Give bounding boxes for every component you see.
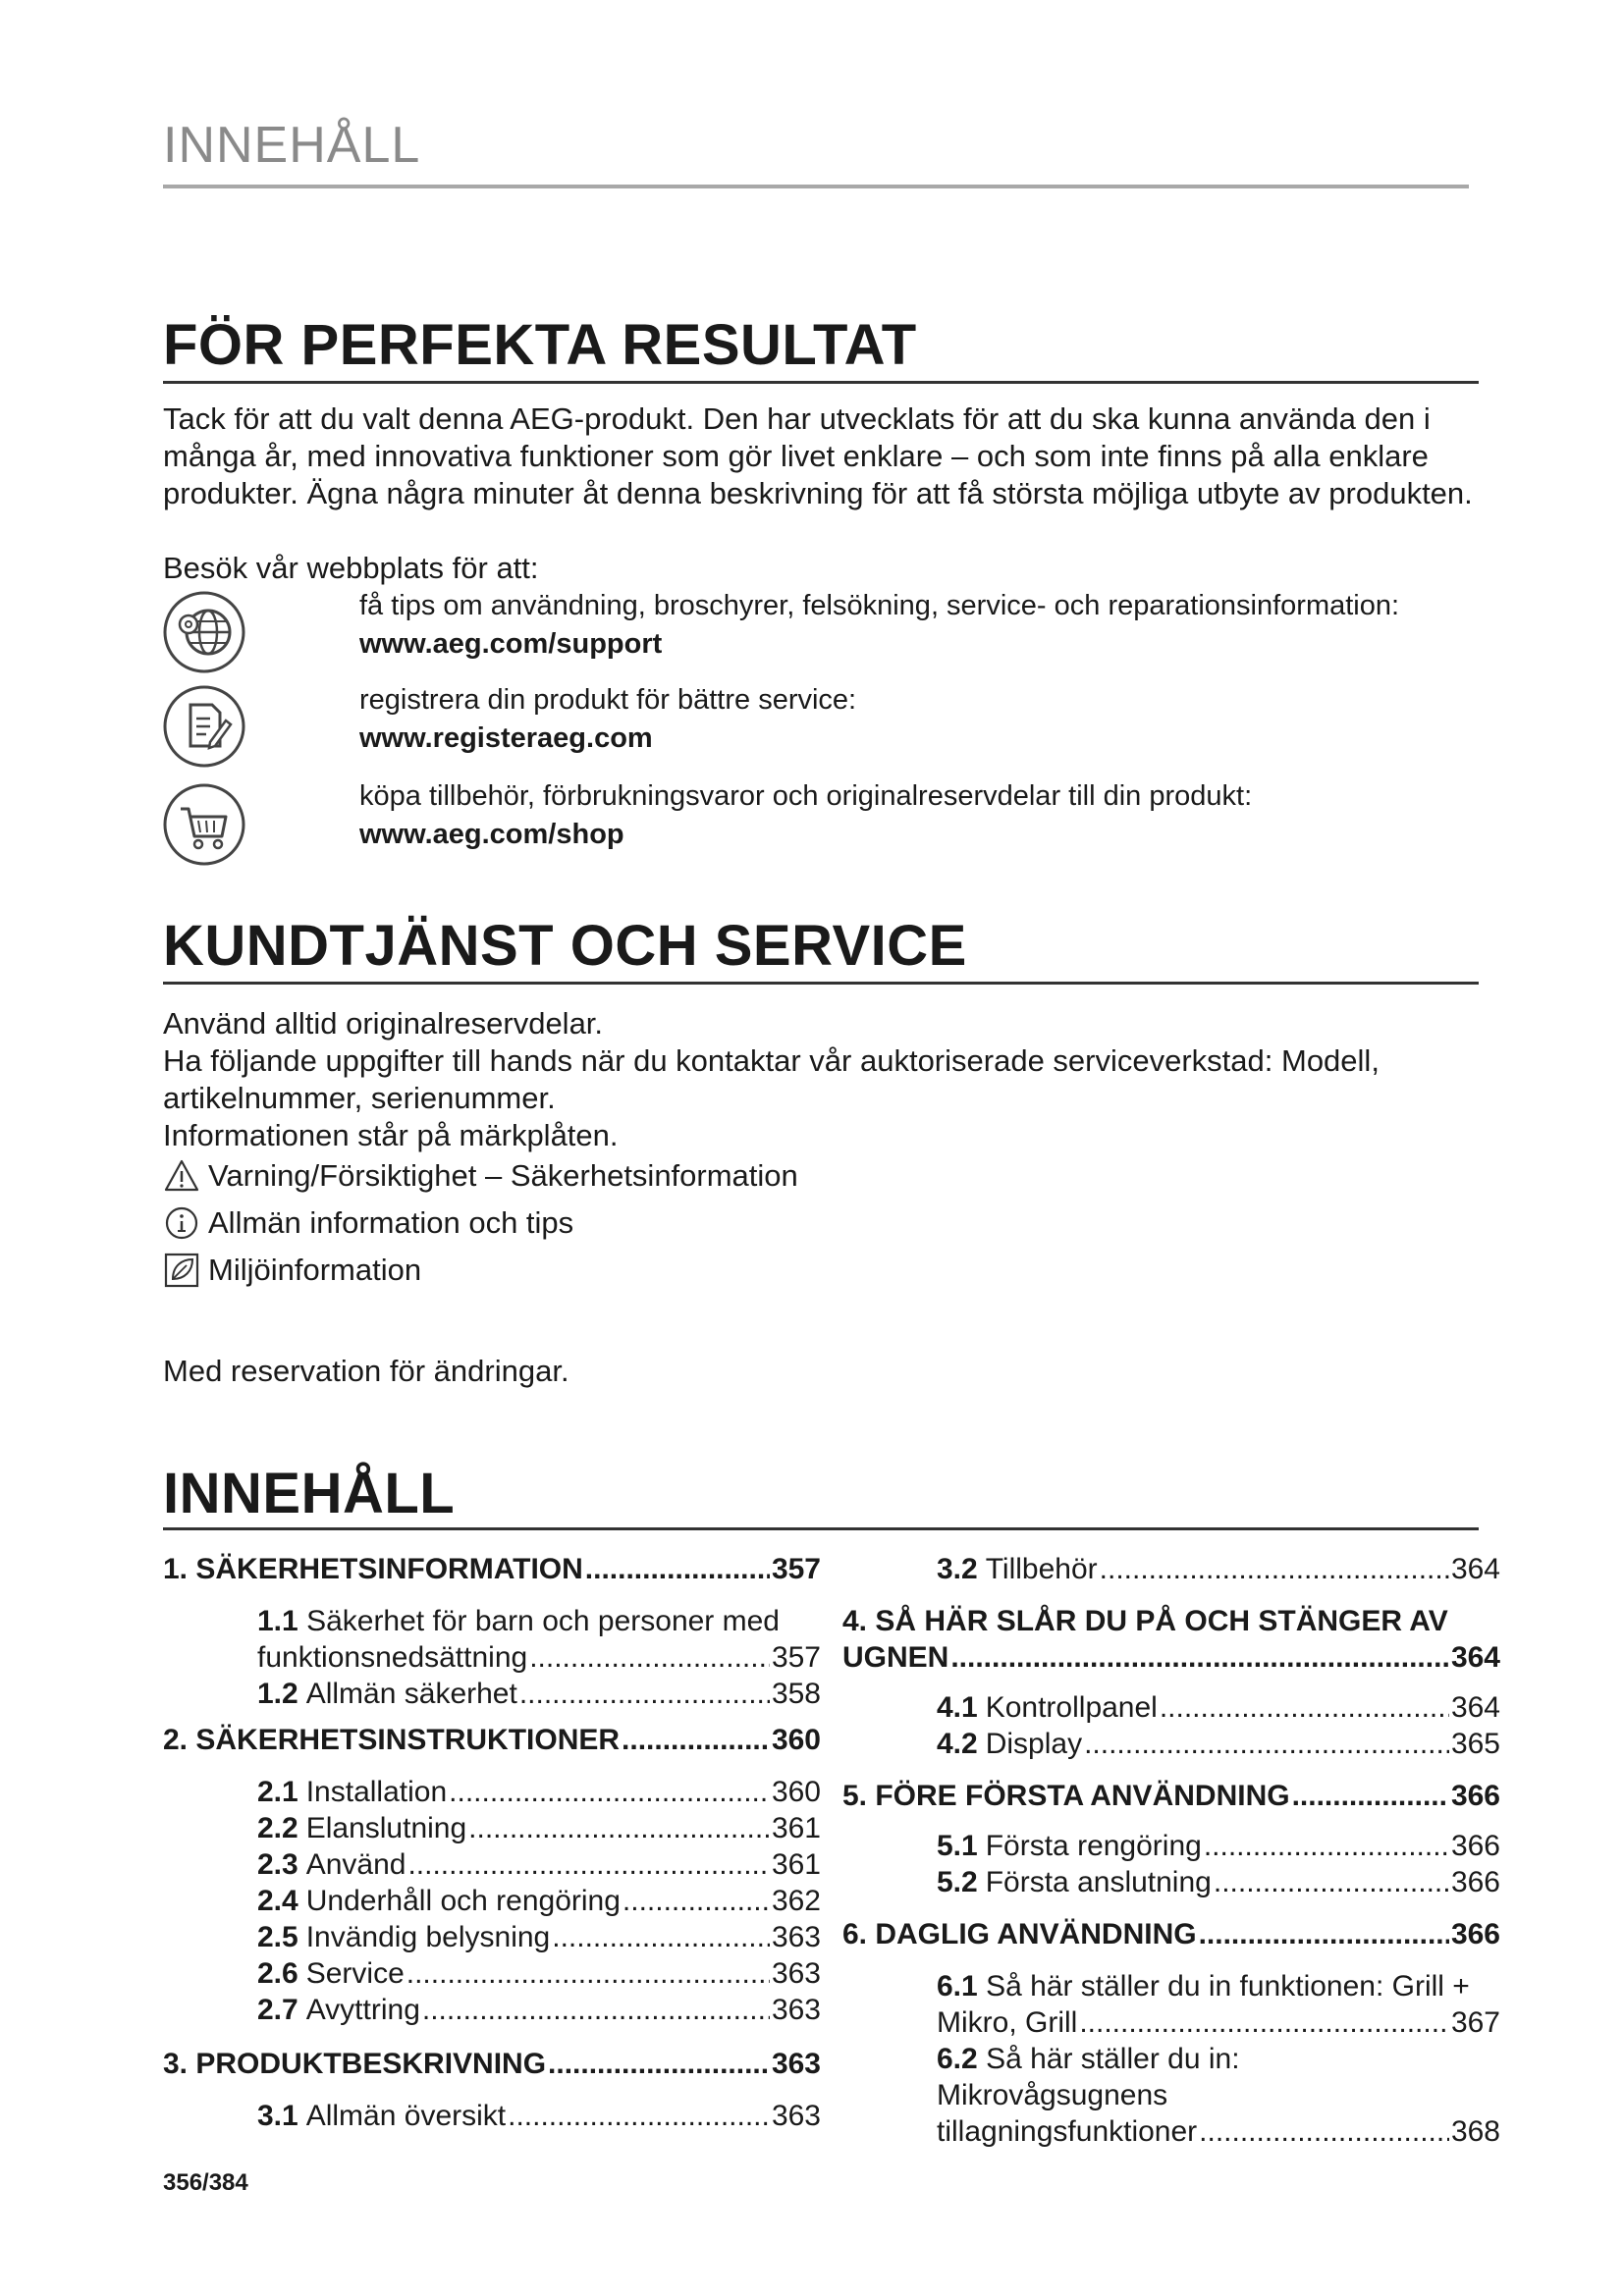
shop-url-link[interactable]: www.aeg.com/shop bbox=[359, 819, 624, 850]
service-line-original-parts: Använd alltid originalreservdelar. bbox=[163, 1006, 604, 1041]
service-line-details: Ha följande uppgifter till hands när du kontaktar vår auktoriserade serviceverkstad: Modell, artikelnummer, serienummer. bbox=[163, 1043, 1380, 1115]
toc-chapter-2-entries bbox=[163, 1774, 821, 2028]
toc-entry-5-2[interactable]: 5.2 Första anslutning ..... 366 bbox=[937, 1864, 1500, 1900]
toc-entry-5-1[interactable]: 5.1 Första rengöring ..... 366 bbox=[937, 1828, 1500, 1864]
visit-text: Besök vår webbplats för att: bbox=[163, 551, 539, 585]
header-divider bbox=[163, 185, 1469, 188]
toc-entry-1-2[interactable]: 1.2 Allmän säkerhet ..... 358 bbox=[257, 1676, 821, 1712]
toc-chapter-2[interactable]: 2. SÄKERHETSINSTRUKTIONER ..... 360 bbox=[163, 1722, 821, 1758]
register-url-link[interactable]: www.registeraeg.com bbox=[359, 722, 653, 754]
info-icon bbox=[163, 1204, 200, 1242]
toc-right-column bbox=[842, 1551, 1500, 2150]
globe-icon bbox=[161, 589, 247, 675]
toc-chapter-4[interactable]: 4. SÅ HÄR SLÅR DU PÅ OCH STÄNGER AV UGNEN ..... 364 bbox=[842, 1603, 1500, 1676]
toc-chapter-4-entries bbox=[842, 1689, 1500, 1762]
support-link-block bbox=[359, 587, 1479, 664]
toc-entry-3-2[interactable]: 3.2 Tillbehör ..... 364 bbox=[937, 1551, 1500, 1587]
toc-entry-2-7[interactable]: 2.7 Avyttring ..... 363 bbox=[257, 1992, 821, 2028]
toc-entry-4-2[interactable]: 4.2 Display ..... 365 bbox=[937, 1726, 1500, 1762]
legend-warning-label: Varning/Försiktighet – Säkerhetsinformation bbox=[208, 1158, 798, 1193]
toc-entry-6-1-cont[interactable]: Mikro, Grill ..... 367 bbox=[937, 2004, 1500, 2041]
toc-entry-1-1-cont[interactable]: funktionsnedsättning ..... 357 bbox=[257, 1639, 821, 1676]
toc-entry-3-1[interactable]: 3.1 Allmän översikt ..... 363 bbox=[257, 2098, 821, 2134]
legend-warning bbox=[163, 1156, 798, 1196]
toc-entry-6-2-line2: Mikrovågsugnens bbox=[937, 2079, 1168, 2111]
warning-icon bbox=[163, 1157, 200, 1195]
toc-entry-2-4[interactable]: 2.4 Underhåll och rengöring ..... 362 bbox=[257, 1883, 821, 1919]
toc-entry-2-1[interactable]: 2.1 Installation ..... 360 bbox=[257, 1774, 821, 1810]
legend-environment-label: Miljöinformation bbox=[208, 1253, 422, 1287]
toc-entry-6-2-cont[interactable]: tillagningsfunktioner ..... 368 bbox=[937, 2113, 1500, 2150]
register-link-block bbox=[359, 681, 1479, 758]
toc-entry-2-3[interactable]: 2.3 Använd ..... 361 bbox=[257, 1846, 821, 1883]
shop-text: köpa tillbehör, förbrukningsvaror och originalreservdelar till din produkt: bbox=[359, 780, 1253, 812]
toc-chapter-6[interactable]: 6. DAGLIG ANVÄNDNING ..... 366 bbox=[842, 1916, 1500, 1952]
service-line-rating-plate: Informationen står på märkplåten. bbox=[163, 1118, 619, 1152]
toc-entry-6-2[interactable]: 6.2 Så här ställer du in: bbox=[937, 2043, 1240, 2075]
shopping-cart-icon bbox=[161, 781, 247, 868]
toc-entry-6-1[interactable]: 6.1 Så här ställer du in funktionen: Grill + bbox=[937, 1970, 1470, 2002]
toc-entry-4-1[interactable]: 4.1 Kontrollpanel ..... 364 bbox=[937, 1689, 1500, 1726]
legend-info-label: Allmän information och tips bbox=[208, 1205, 574, 1240]
toc-chapter-5-entries bbox=[842, 1828, 1500, 1900]
section-divider bbox=[163, 982, 1479, 985]
toc-chapter-3[interactable]: 3. PRODUKTBESKRIVNING ..... 363 bbox=[163, 2046, 821, 2082]
toc-chapter-1[interactable]: 1. SÄKERHETSINFORMATION ..... 357 bbox=[163, 1551, 821, 1587]
section-title-perfect-results: FÖR PERFEKTA RESULTAT bbox=[163, 313, 917, 377]
toc-entry-1-1[interactable]: 1.1 Säkerhet för barn och personer med bbox=[257, 1605, 780, 1637]
support-url-link[interactable]: www.aeg.com/support bbox=[359, 628, 663, 660]
register-text: registrera din produkt för bättre service: bbox=[359, 684, 857, 716]
support-text: få tips om användning, broschyrer, felsökning, service- och reparationsinformation: bbox=[359, 590, 1400, 621]
reservation-notice: Med reservation för ändringar. bbox=[163, 1354, 569, 1388]
page-number: 356/384 bbox=[163, 2169, 248, 2196]
section-divider bbox=[163, 1527, 1479, 1530]
shop-link-block bbox=[359, 777, 1479, 854]
toc-entry-2-2[interactable]: 2.2 Elanslutning ..... 361 bbox=[257, 1810, 821, 1846]
section-title-customer-service: KUNDTJÄNST OCH SERVICE bbox=[163, 914, 967, 978]
toc-entry-2-6[interactable]: 2.6 Service ..... 363 bbox=[257, 1955, 821, 1992]
page-header-title: INNEHÅLL bbox=[163, 117, 421, 174]
intro-paragraph: Tack för att du valt denna AEG-produkt. Den har utvecklats för att du ska kunna använda den i många år, med innovativa funktioner som gör livet enklare – och som inte finns på alla enklare produkter. Ägna några minuter åt denna beskrivning för att få största möjliga utbyte av produkten. bbox=[163, 401, 1473, 510]
section-divider bbox=[163, 381, 1479, 384]
legend-environment bbox=[163, 1251, 421, 1290]
leaf-icon bbox=[163, 1252, 200, 1289]
section-title-contents: INNEHÅLL bbox=[163, 1462, 456, 1525]
legend-info bbox=[163, 1203, 573, 1243]
toc-chapter-5[interactable]: 5. FÖRE FÖRSTA ANVÄNDNING ..... 366 bbox=[842, 1778, 1500, 1814]
toc-left-column bbox=[163, 1551, 821, 2134]
register-icon bbox=[161, 683, 247, 770]
toc-entry-2-5[interactable]: 2.5 Invändig belysning ..... 363 bbox=[257, 1919, 821, 1955]
